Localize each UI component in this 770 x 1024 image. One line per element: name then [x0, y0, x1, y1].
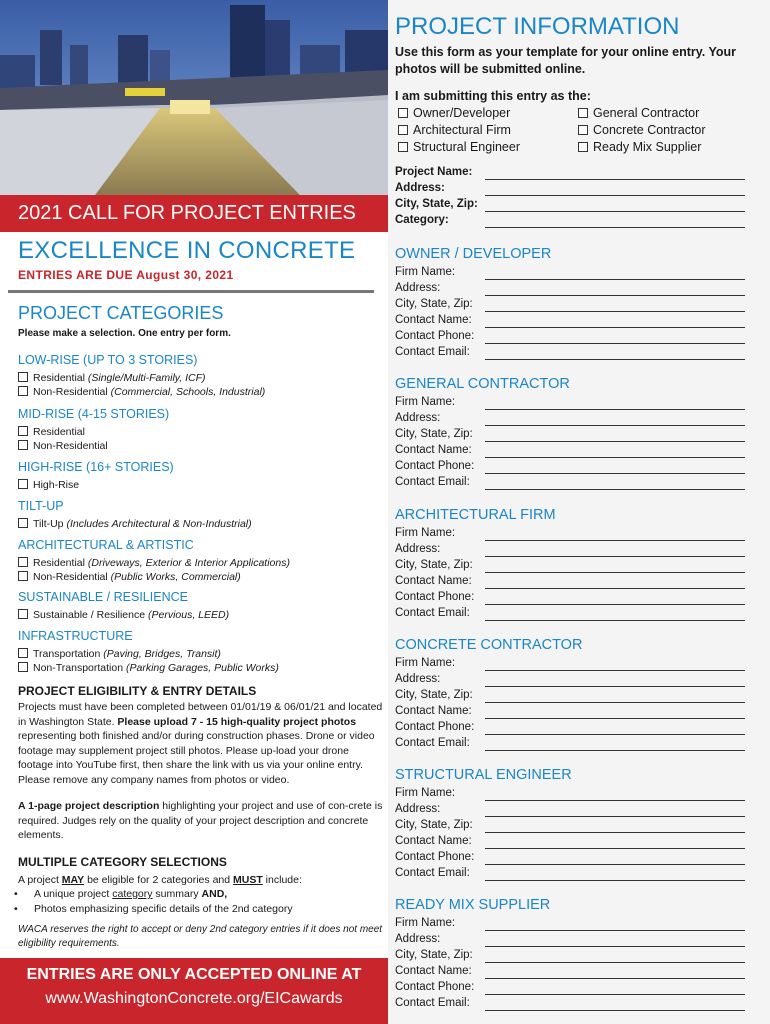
checkbox-non-transportation[interactable]: Non-Transportation (Parking Garages, Public Works)	[18, 662, 279, 674]
input-line-general-contractor-firm-name[interactable]	[485, 409, 745, 410]
input-line-city-state-zip[interactable]	[485, 211, 745, 212]
input-line-concrete-contractor-city-state-zip[interactable]	[485, 702, 745, 703]
field-label-city-state-zip: City, State, Zip:	[395, 298, 473, 310]
checkbox-icon[interactable]	[18, 440, 28, 450]
project-information-heading: PROJECT INFORMATION	[395, 13, 680, 40]
input-line-owner-developer-city-state-zip[interactable]	[485, 311, 745, 312]
input-line-structural-engineer-firm-name[interactable]	[485, 800, 745, 801]
input-line-address[interactable]	[485, 195, 745, 196]
field-label-city-state-zip: City, State, Zip:	[395, 559, 473, 571]
field-label-contact-phone: Contact Phone:	[395, 981, 475, 993]
project-categories-heading: PROJECT CATEGORIES	[18, 303, 224, 323]
input-line-architectural-firm-contact-phone[interactable]	[485, 604, 745, 605]
field-label-contact-email: Contact Email:	[395, 346, 470, 358]
field-label-address: Address:	[395, 182, 445, 194]
field-label-contact-email: Contact Email:	[395, 737, 470, 749]
category-heading-infrastructure: INFRASTRUCTURE	[18, 629, 133, 643]
checkbox-icon	[578, 108, 588, 118]
field-label-project-name: Project Name:	[395, 166, 473, 178]
field-label-contact-phone: Contact Phone:	[395, 460, 475, 472]
field-label-contact-name: Contact Name:	[395, 444, 472, 456]
field-label-city-state-zip: City, State, Zip:	[395, 949, 473, 961]
section-heading-structural-engineer: STRUCTURAL ENGINEER	[395, 767, 572, 783]
category-heading-low-rise: LOW-RISE (UP TO 3 STORIES)	[18, 353, 198, 367]
input-line-general-contractor-contact-phone[interactable]	[485, 473, 745, 474]
field-label-firm-name: Firm Name:	[395, 787, 456, 799]
field-label-firm-name: Firm Name:	[395, 266, 456, 278]
checkbox-tilt-up[interactable]: Tilt-Up (Includes Architectural & Non-Industrial)	[18, 518, 252, 530]
category-heading-architectural: ARCHITECTURAL & ARTISTIC	[18, 538, 194, 552]
category-heading-high-rise: HIGH-RISE (16+ STORIES)	[18, 460, 174, 474]
checkbox-icon[interactable]	[18, 571, 28, 581]
checkbox-icon	[398, 142, 408, 152]
input-line-architectural-firm-firm-name[interactable]	[485, 540, 745, 541]
checkbox-icon	[578, 125, 588, 135]
field-label-contact-email: Contact Email:	[395, 997, 470, 1009]
hero-photo-city-tunnel	[0, 0, 388, 195]
checkbox-arch-non-residential[interactable]: Non-Residential (Public Works, Commercial)	[18, 571, 241, 583]
input-line-ready-mix-supplier-contact-name[interactable]	[485, 978, 745, 979]
input-line-architectural-firm-address[interactable]	[485, 556, 745, 557]
field-label-city-state-zip: City, State, Zip:	[395, 198, 478, 210]
section-heading-general-contractor: GENERAL CONTRACTOR	[395, 376, 570, 392]
field-label-contact-phone: Contact Phone:	[395, 721, 475, 733]
field-label-address: Address:	[395, 933, 441, 945]
field-label-firm-name: Firm Name:	[395, 396, 456, 408]
input-line-general-contractor-contact-name[interactable]	[485, 457, 745, 458]
field-label-contact-phone: Contact Phone:	[395, 591, 475, 603]
input-line-ready-mix-supplier-address[interactable]	[485, 946, 745, 947]
eligibility-paragraph-2: A 1-page project description highlighting your project and use of con-crete is required. Judges rely on the quality of your project description and concrete elements.	[18, 800, 383, 841]
input-line-ready-mix-supplier-contact-phone[interactable]	[485, 994, 745, 995]
checkbox-mid-rise-residential[interactable]: Residential	[18, 426, 85, 438]
input-line-ready-mix-supplier-contact-email[interactable]	[485, 1010, 745, 1011]
multiple-categories-heading: MULTIPLE CATEGORY SELECTIONS	[18, 855, 227, 869]
input-line-project-name[interactable]	[485, 179, 745, 180]
program-title: EXCELLENCE IN CONCRETE	[18, 237, 356, 264]
field-label-city-state-zip: City, State, Zip:	[395, 689, 473, 701]
section-heading-concrete-contractor: CONCRETE CONTRACTOR	[395, 637, 583, 653]
section-heading-owner-developer: OWNER / DEVELOPER	[395, 246, 552, 262]
field-label-address: Address:	[395, 282, 441, 294]
input-line-architectural-firm-city-state-zip[interactable]	[485, 572, 745, 573]
checkbox-icon[interactable]	[18, 557, 28, 567]
multiple-categories-text: A project MAY be eligible for 2 categories and MUST include:	[18, 874, 302, 886]
bullet-item: • Photos emphasizing specific details of the 2nd category	[14, 903, 293, 915]
due-date: ENTRIES ARE DUE August 30, 2021	[18, 268, 234, 282]
input-line-general-contractor-contact-email[interactable]	[485, 489, 745, 490]
field-label-firm-name: Firm Name:	[395, 657, 456, 669]
input-line-ready-mix-supplier-firm-name[interactable]	[485, 930, 745, 931]
input-line-structural-engineer-city-state-zip[interactable]	[485, 832, 745, 833]
field-label-contact-phone: Contact Phone:	[395, 851, 475, 863]
input-line-structural-engineer-address[interactable]	[485, 816, 745, 817]
input-line-concrete-contractor-contact-phone[interactable]	[485, 734, 745, 735]
field-label-address: Address:	[395, 803, 441, 815]
checkbox-icon[interactable]	[18, 479, 28, 489]
input-line-owner-developer-firm-name[interactable]	[485, 279, 745, 280]
checkbox-arch-residential[interactable]: Residential (Driveways, Exterior & Interior Applications)	[18, 557, 290, 569]
input-line-ready-mix-supplier-city-state-zip[interactable]	[485, 962, 745, 963]
input-line-architectural-firm-contact-email[interactable]	[485, 620, 745, 621]
checkbox-owner-developer[interactable]: Owner/Developer	[398, 106, 510, 120]
field-label-contact-name: Contact Name:	[395, 575, 472, 587]
entry-website-link[interactable]: www.WashingtonConcrete.org/EICawards	[45, 990, 343, 1007]
project-categories-instruction: Please make a selection. One entry per form.	[18, 328, 231, 339]
input-line-owner-developer-contact-name[interactable]	[485, 327, 745, 328]
checkbox-low-rise-residential[interactable]: Residential (Single/Multi-Family, ICF)	[18, 372, 206, 384]
input-line-structural-engineer-contact-phone[interactable]	[485, 864, 745, 865]
checkbox-mid-rise-non-residential[interactable]: Non-Residential	[18, 440, 108, 452]
waca-disclaimer: WACA reserves the right to accept or deny 2nd category entries if it does not meet eligibility requirements.	[18, 924, 383, 949]
field-label-contact-name: Contact Name:	[395, 835, 472, 847]
checkbox-icon[interactable]	[18, 609, 28, 619]
checkbox-high-rise[interactable]: High-Rise	[18, 479, 79, 491]
input-line-owner-developer-contact-phone[interactable]	[485, 343, 745, 344]
section-heading-ready-mix-supplier: READY MIX SUPPLIER	[395, 897, 551, 913]
field-label-contact-name: Contact Name:	[395, 965, 472, 977]
input-line-concrete-contractor-contact-name[interactable]	[485, 718, 745, 719]
input-line-structural-engineer-contact-name[interactable]	[485, 848, 745, 849]
checkbox-sustainable[interactable]: Sustainable / Resilience (Pervious, LEED)	[18, 609, 229, 621]
divider	[8, 290, 374, 293]
input-line-owner-developer-address[interactable]	[485, 295, 745, 296]
input-line-structural-engineer-contact-email[interactable]	[485, 880, 745, 881]
checkbox-icon[interactable]	[18, 426, 28, 436]
input-line-architectural-firm-contact-name[interactable]	[485, 588, 745, 589]
checkbox-icon[interactable]	[18, 386, 28, 396]
input-line-category[interactable]	[485, 227, 745, 228]
checkbox-general-contractor[interactable]: General Contractor	[578, 106, 699, 120]
category-heading-sustainable: SUSTAINABLE / RESILIENCE	[18, 590, 188, 604]
checkbox-structural-engineer[interactable]: Structural Engineer	[398, 140, 520, 154]
category-heading-mid-rise: MID-RISE (4-15 STORIES)	[18, 407, 170, 421]
input-line-owner-developer-contact-email[interactable]	[485, 359, 745, 360]
checkbox-icon[interactable]	[18, 372, 28, 382]
footer-line-1: ENTRIES ARE ONLY ACCEPTED ONLINE AT	[26, 966, 362, 983]
field-label-contact-email: Contact Email:	[395, 867, 470, 879]
checkbox-transportation[interactable]: Transportation (Paving, Bridges, Transit)	[18, 648, 221, 660]
category-heading-tilt-up: TILT-UP	[18, 499, 64, 513]
field-label-contact-email: Contact Email:	[395, 476, 470, 488]
checkbox-icon	[398, 108, 408, 118]
form-intro: Use this form as your template for your online entry. Your photos will be submitted online.	[395, 45, 737, 76]
field-label-contact-phone: Contact Phone:	[395, 330, 475, 342]
field-label-address: Address:	[395, 543, 441, 555]
checkbox-icon[interactable]	[18, 662, 28, 672]
input-line-concrete-contractor-contact-email[interactable]	[485, 750, 745, 751]
checkbox-ready-mix-supplier[interactable]: Ready Mix Supplier	[578, 140, 701, 154]
field-label-city-state-zip: City, State, Zip:	[395, 819, 473, 831]
field-label-city-state-zip: City, State, Zip:	[395, 428, 473, 440]
bullet-item: • A unique project category summary AND,	[14, 888, 228, 900]
section-heading-architectural-firm: ARCHITECTURAL FIRM	[395, 507, 556, 523]
field-label-contact-email: Contact Email:	[395, 607, 470, 619]
field-label-firm-name: Firm Name:	[395, 527, 456, 539]
checkbox-concrete-contractor[interactable]: Concrete Contractor	[578, 123, 706, 137]
checkbox-icon	[578, 142, 588, 152]
right-column-form	[388, 0, 770, 1024]
field-label-contact-name: Contact Name:	[395, 314, 472, 326]
eligibility-heading: PROJECT ELIGIBILITY & ENTRY DETAILS	[18, 684, 257, 698]
call-for-entries-banner: 2021 CALL FOR PROJECT ENTRIES	[0, 195, 388, 232]
checkbox-icon	[398, 125, 408, 135]
input-line-concrete-contractor-address[interactable]	[485, 686, 745, 687]
field-label-firm-name: Firm Name:	[395, 917, 456, 929]
eligibility-paragraph-1: Projects must have been completed between 01/01/19 & 06/01/21 and located in Washington State. Please upload 7 - 15 high-quality project photos representing both finished and/or during construction phases. Drone or video footage may supplement project still photos. Please up-load your drone footage into YouTube first, then share the link with us via your online entry. Please remove any company names from photos or video.	[18, 701, 383, 786]
field-label-contact-name: Contact Name:	[395, 705, 472, 717]
field-label-address: Address:	[395, 673, 441, 685]
submitting-as-label: I am submitting this entry as the:	[395, 89, 591, 103]
checkbox-icon[interactable]	[18, 648, 28, 658]
input-line-general-contractor-city-state-zip[interactable]	[485, 441, 745, 442]
footer-banner	[0, 958, 388, 1024]
field-label-category: Category:	[395, 214, 449, 226]
checkbox-icon[interactable]	[18, 518, 28, 528]
input-line-concrete-contractor-firm-name[interactable]	[485, 670, 745, 671]
checkbox-architectural-firm[interactable]: Architectural Firm	[398, 123, 511, 137]
input-line-general-contractor-address[interactable]	[485, 425, 745, 426]
checkbox-low-rise-non-residential[interactable]: Non-Residential (Commercial, Schools, Industrial)	[18, 386, 265, 398]
field-label-address: Address:	[395, 412, 441, 424]
